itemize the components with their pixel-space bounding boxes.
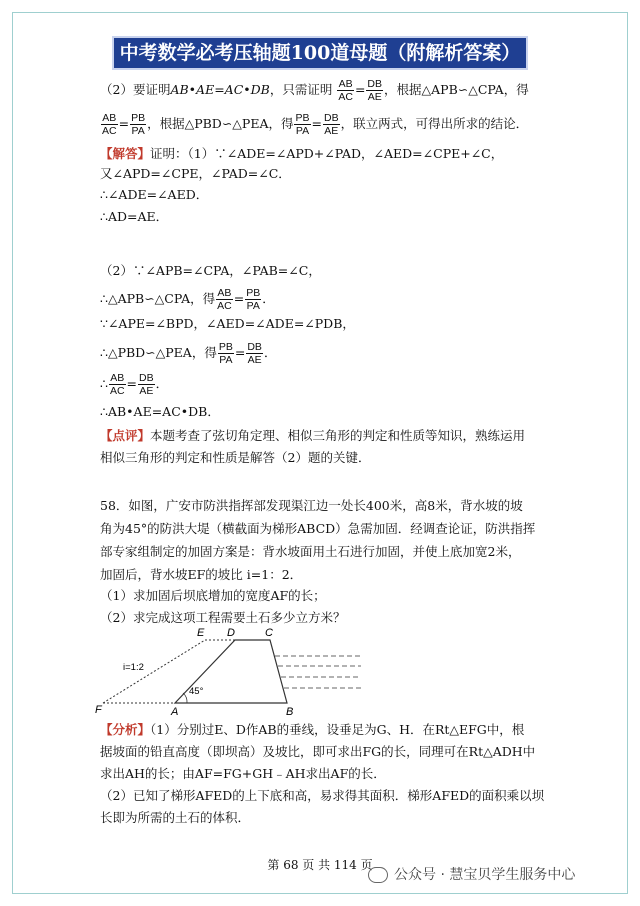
fraction: $\frac{AB}{AC}$ [338,78,353,103]
fraction: $\frac{DB}{AE}$ [367,78,383,103]
text-line: （2）已知了梯形AFED的上下底和高，易求得其面积．梯形AFED的面积乘以坝 [100,788,545,803]
label-e: E [197,627,205,639]
text-line: 长即为所需的土石的体积． [100,810,251,825]
fraction: $\frac{AB}{AC}$ [109,372,125,397]
text-line: ∴AB•AE=AC•DB． [100,404,220,419]
text-line: （1）求加固后坝底增加的宽度AF的长； [100,588,326,603]
label-b: B [286,706,294,716]
fraction: $\frac{PB}{PA}$ [131,112,146,137]
text-line: 【点评】本题考查了弦切角定理、相似三角形的判定和性质等知识，熟练运用 [100,428,526,443]
text-line: 部专家组制定的加固方案是：背水坡面用土石进行加固，并使上底加宽2米， [100,544,521,559]
fraction: $\frac{DB}{AE}$ [139,372,154,397]
fraction: $\frac{PB}{PA}$ [218,341,233,366]
label-c: C [265,627,273,639]
text-line: 58．如图，广安市防洪指挥部发现渠江边一处长400米，高8米，背水坡的坡 [100,498,523,513]
text-line: ∴△PBD∽△PEA，得 $\frac{PB}{PA}$ = $\frac{DB}{AE}$ ． [100,341,277,366]
label-a: A [171,706,179,716]
text-line: 相似三角形的判定和性质是解答（2）题的关键． [100,450,371,465]
text-line: ∴ $\frac{AB}{AC}$ = $\frac{DB}{AE}$ ． [100,372,169,397]
text-line: （2）∵∠APB=∠CPA，∠PAB=∠C， [100,263,321,278]
text-line: ∴△APB∽△CPA，得 $\frac{AB}{AC}$ = $\frac{PB}{PA}$ ． [100,287,275,312]
fraction: $\frac{AB}{AC}$ [217,287,232,312]
page-number: 第 68 页 共 114 页 [267,858,373,872]
text-line: 加固后，背水坡EF的坡比 i=1：2． [100,567,303,582]
text-line: 角为45°的防洪大堤（横截面为梯形ABCD）急需加固．经调查论证，防洪指挥 [100,521,536,536]
text-line: $\frac{AB}{AC}$ = $\frac{PB}{PA}$ ，根据△PBD∽△PEA，得 $\frac{PB}{PA}$ = $\frac{DB}{AE}$ ，联立两式，可得出所求的结论． [102,112,529,137]
label-angle: 45° [189,686,204,697]
fraction: $\frac{DB}{AE}$ [323,112,339,137]
text-line: ∵∠APE=∠BPD，∠AED=∠ADE=∠PDB， [100,316,355,331]
text-line: 【分析】（1）分别过E、D作AB的垂线，设垂足为G、H．在Rt△EFG中，根 [100,722,525,737]
label-f: F [95,704,102,716]
text-line: 求出AH的长；由AF=FG+GH﹣AH求出AF的长． [100,766,386,781]
watermark: 公众号 · 慧宝贝学生服务中心 [368,864,575,884]
answer-tag: 【解答】 [100,146,151,161]
text-line: （2）要证明AB•AE=AC•DB，只需证明 $\frac{AB}{AC}$ = $\frac{DB}{AE}$ ，根据△APB∽△CPA，得 [100,78,529,103]
fraction: $\frac{PB}{PA}$ [246,287,261,312]
fraction: $\frac{DB}{AE}$ [247,341,262,366]
text-line: 据坡面的铅直高度（即坝高）及坡比，即可求出FG的长，同理可在Rt△ADH中 [100,744,536,759]
water-lines [275,656,361,688]
text-line: 【解答】证明：（1）∵∠ADE=∠APD+∠PAD，∠AED=∠CPE+∠C， [100,146,504,161]
text-line: 又∠APD=∠CPE，∠PAD=∠C． [100,166,291,181]
label-d: D [227,627,235,639]
comment-tag: 【点评】 [100,428,151,443]
fraction: $\frac{PB}{PA}$ [295,112,310,137]
fraction: $\frac{AB}{AC}$ [102,112,117,137]
page-title: 中考数学必考压轴题100道母题（附解析答案） [114,38,526,68]
text-line: ∴∠ADE=∠AED． [100,187,209,202]
label-slope: i=1:2 [123,662,144,673]
dam-figure [95,626,365,716]
text-line: ∴AD=AE． [100,209,169,224]
wechat-icon [368,867,388,883]
analysis-tag: 【分析】 [100,722,151,737]
text-line: （2）求完成这项工程需要土石多少立方米？ [100,610,346,625]
